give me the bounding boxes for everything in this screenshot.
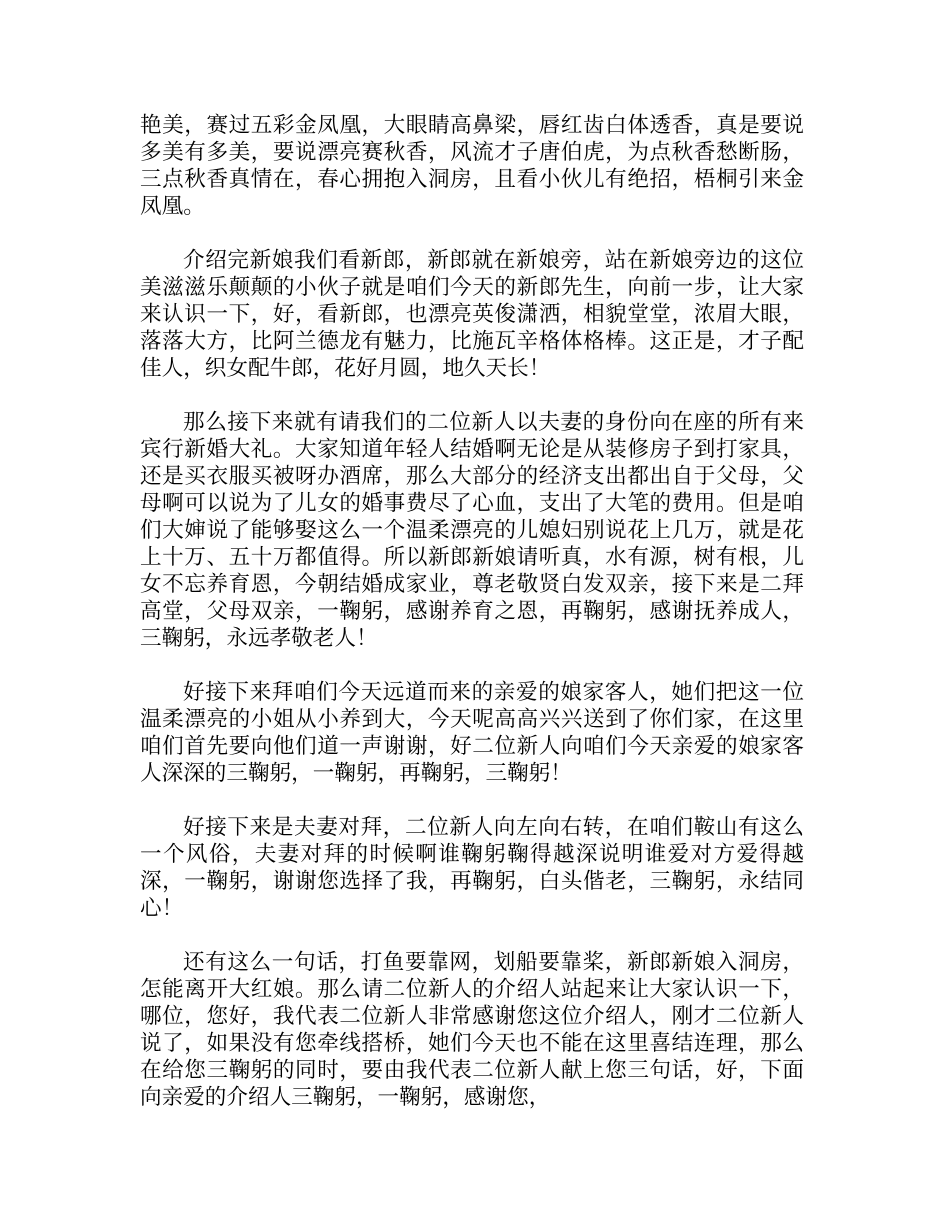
paragraph-bow-to-parents: 那么接下来就有请我们的二位新人以夫妻的身份向在座的所有来宾行新婚大礼。大家知道年轻人结婚啊无论是从装修房子到打家具，还是买衣服买被呀办酒席，那么大部分的经济支出都出自于父母，父母啊可以说为了儿女的婚事费尽了心血，支出了大笔的费用。但是咱们大婶说了能够娶这么一个温柔漂亮的儿媳妇别说花上几万，就是花上十万、五十万都值得。所以新郎新娘请听真，水有源，树有根，儿女不忘养育恩，今朝结婚成家业，尊老敬贤白发双亲，接下来是二拜高堂，父母双亲，一鞠躬，感谢养育之恩，再鞠躬，感谢抚养成人，三鞠躬，永远孝敬老人！: [140, 410, 804, 651]
paragraph-continuation: 艳美，赛过五彩金凤凰，大眼睛高鼻梁，唇红齿白体透香，真是要说多美有多美，要说漂亮赛秋香，风流才子唐伯虎，为点秋香愁断肠，三点秋香真情在，春心拥抱入洞房，且看小伙儿有绝招，梧桐引来金凤凰。: [140, 113, 804, 219]
document-body: [140, 112, 804, 1138]
paragraph-matchmaker: 还有这么一句话，打鱼要靠网，划船要靠桨，新郎新娘入洞房，怎能离开大红娘。那么请二位新人的介绍人站起来让大家认识一下，哪位，您好，我代表二位新人非常感谢您这位介绍人，刚才二位新人说了，如果没有您牵线搭桥，她们今天也不能在这里喜结连理，那么在给您三鞠躬的同时，要由我代表二位新人献上您三句话，好，下面向亲爱的介绍人三鞠躬，一鞠躬，感谢您，: [140, 950, 804, 1110]
paragraph-bow-to-bride-family: 好接下来拜咱们今天远道而来的亲爱的娘家客人，她们把这一位温柔漂亮的小姐从小养到大，今天呢高高兴兴送到了你们家，在这里咱们首先要向他们道一声谢谢，好二位新人向咱们今天亲爱的娘家客人深深的三鞠躬，一鞠躬，再鞠躬，三鞠躬！: [140, 680, 804, 786]
paragraph-groom-intro: 介绍完新娘我们看新郎，新郎就在新娘旁，站在新娘旁边的这位美滋滋乐颠颠的小伙子就是咱们今天的新郎先生，向前一步，让大家来认识一下，好，看新郎，也漂亮英俊潇洒，相貌堂堂，浓眉大眼，落落大方，比阿兰德龙有魅力，比施瓦辛格体格棒。这正是，才子配佳人，织女配牛郎，花好月圆，地久天长！: [140, 248, 804, 381]
paragraph-couple-bow: 好接下来是夫妻对拜，二位新人向左向右转，在咱们鞍山有这么一个风俗，夫妻对拜的时候啊谁鞠躬鞠得越深说明谁爱对方爱得越深，一鞠躬，谢谢您选择了我，再鞠躬，白头偕老，三鞠躬，永结同心！: [140, 815, 804, 921]
